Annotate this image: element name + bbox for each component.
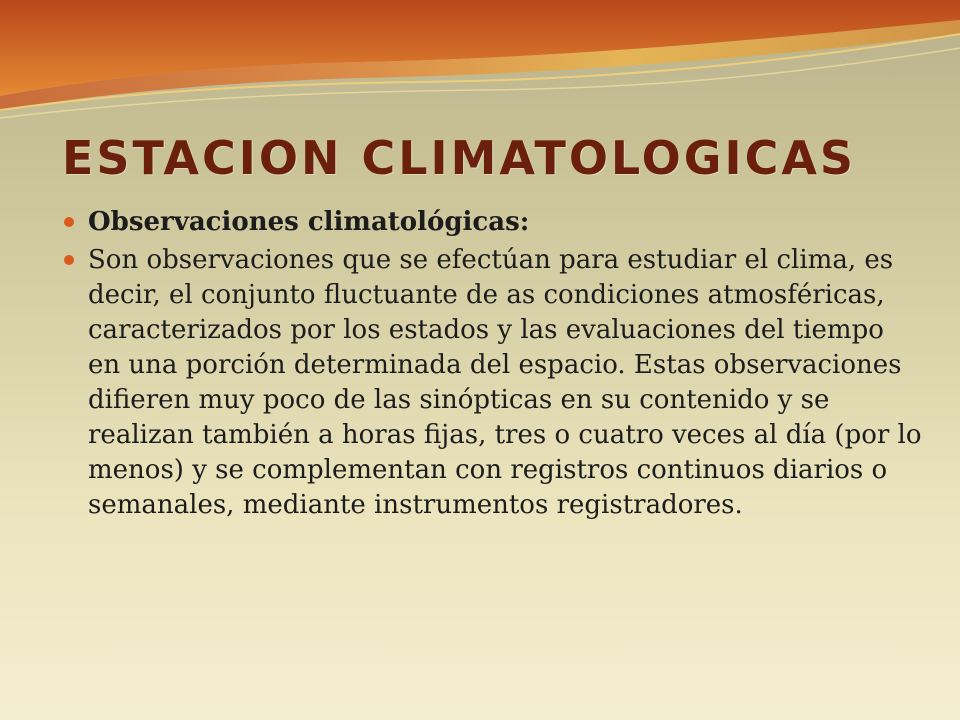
bullet-list	[64, 205, 924, 526]
bullet-icon	[64, 255, 74, 265]
bullet-body-text: Son observaciones que se efectúan para estudiar el clima, es decir, el conjunto fluctuante de as condiciones atmosféricas, caracterizados por los estados y las evaluaciones del tiempo en una porción determinada del espacio. Estas observaciones difieren muy poco de las sinópticas en su contenido y se realizan también a horas fijas, tres o cuatro veces al día (por lo menos) y se complementan con registros continuos diarios o semanales, mediante instrumentos registradores.	[88, 245, 922, 520]
bullet-icon	[64, 217, 74, 227]
bullet-item	[64, 243, 924, 523]
decorative-banner	[0, 0, 960, 130]
bullet-item	[64, 205, 924, 240]
slide-title: ESTACION CLIMATOLOGICAS	[62, 131, 857, 185]
bullet-heading-text: Observaciones climatológicas:	[88, 207, 530, 237]
